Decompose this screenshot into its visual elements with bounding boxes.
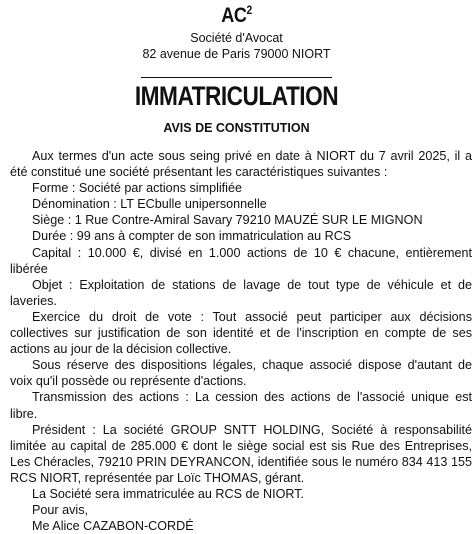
paragraph-intro: Aux termes d'un acte sous seing privé en date à NIORT du 7 avril 2025, il a été constitué une société présentant les caractéristiques suivantes :: [10, 149, 472, 180]
divider: [141, 77, 332, 78]
paragraph-capital: Capital : 10.000 €, divisé en 1.000 actions de 10 € chacune, entièrement libérée: [10, 245, 472, 276]
paragraph-pour-avis: Pour avis,: [32, 503, 88, 518]
notice-body: [10, 148, 472, 534]
signature: Me Alice CAZABON-CORDÉ: [32, 519, 194, 534]
paragraph-denomination: Dénomination : LT ECbulle unipersonnelle: [32, 197, 267, 212]
paragraph-duree: Durée : 99 ans à compter de son immatriculation au RCS: [32, 229, 352, 244]
paragraph-droit-de-vote: Exercice du droit de vote : Tout associé peut participer aux décisions collectives sur justification de son identité et de l'inscription en compte de ses actions au jour de la décision collective.: [10, 309, 472, 357]
paragraph-president: Président : La société GROUP SNTT HOLDING, Société à responsabilité limitée au capital de 285.000 € dont le siège social est sis Rue des Entreprises, Les Chéracles, 79210 PRIN DEYRANCON, identifiée sous le numéro 834 413 155 RCS NIORT, représentée par Loïc THOMAS, gérant.: [10, 422, 472, 485]
paragraph-siege: Siège : 1 Rue Contre-Amiral Savary 79210 MAUZÉ SUR LE MIGNON: [32, 213, 423, 228]
logo-superscript: 2: [246, 3, 252, 17]
notice-subtitle: AVIS DE CONSTITUTION: [163, 121, 310, 135]
logo-text: AC: [221, 4, 247, 27]
paragraph-forme: Forme : Société par actions simplifiée: [32, 181, 242, 196]
paragraph-transmission: Transmission des actions : La cession des actions de l'associé unique est libre.: [10, 390, 472, 421]
firm-logo: [33, 3, 440, 28]
firm-info: [0, 30, 473, 62]
notice-title: IMMATRICULATION: [134, 81, 339, 111]
paragraph-objet: Objet : Exploitation de stations de lavage de tout type de véhicule et de laveries.: [10, 277, 472, 308]
paragraph-voix: Sous réserve des dispositions légales, chaque associé dispose d'autant de voix qu'il possède ou représente d'actions.: [10, 358, 472, 389]
firm-address: 82 avenue de Paris 79000 NIORT: [142, 47, 331, 61]
paragraph-immatriculation: La Société sera immatriculée au RCS de NIORT.: [32, 486, 305, 501]
firm-name: Société d'Avocat: [190, 31, 283, 45]
